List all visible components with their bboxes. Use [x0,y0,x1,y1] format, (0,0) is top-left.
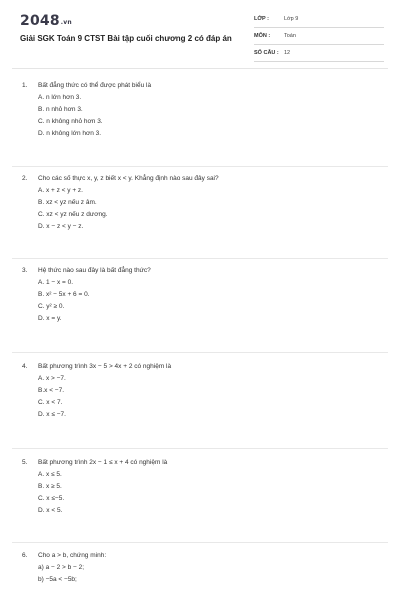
site-logo[interactable] [20,13,72,29]
question-divider [12,542,388,543]
answer-option-c[interactable]: C. x < 7. [38,399,63,406]
question-number: 5. [22,459,28,466]
question-text: Bất đẳng thức có thể được phát biểu là [38,82,152,89]
question-stem [22,267,382,279]
answer-option-a[interactable]: A. x + z < y + z. [38,187,83,194]
answer-option-c[interactable]: C. n không nhỏ hơn 3. [38,118,103,125]
question-stem [22,363,382,375]
question-stem [22,175,382,187]
meta-panel [254,12,384,63]
question-stem [22,552,382,564]
question-text: Bất phương trình 2x − 1 ≤ x + 4 có nghiệm là [38,459,168,466]
answer-option-d[interactable]: D. x − z < y − z. [38,223,84,230]
question-3 [22,267,382,327]
question-number: 1. [22,82,28,89]
question-1 [22,82,382,142]
question-2 [22,175,382,235]
answer-option-b[interactable]: B. x ≥ 5. [38,483,62,490]
question-5 [22,459,382,519]
question-text: Cho các số thực x, y, z biết x < y. Khẳng định nào sau đây sai? [38,175,219,182]
answer-option-d[interactable]: D. x ≤ −7. [38,411,66,418]
meta-row-grade [254,12,384,28]
meta-value: Lớp 9 [284,16,299,22]
logo-text: 2048 [20,13,60,29]
answer-option-c[interactable]: C. xz < yz nếu z dương. [38,211,108,218]
question-stem [22,459,382,471]
answer-option-c[interactable]: C. y² ≥ 0. [38,303,65,310]
question-text: Cho a > b, chứng minh: [38,552,107,559]
meta-label: MÔN : [254,33,271,39]
question-number: 4. [22,363,28,370]
logo-suffix: .vn [60,19,72,26]
meta-value: 12 [284,50,291,56]
answer-option-b[interactable]: B. x² − 5x + 6 = 0. [38,291,90,298]
answer-option-b[interactable]: B. n nhỏ hơn 3. [38,106,83,113]
meta-row-question-count [254,46,384,62]
answer-part-a: a) a − 2 > b − 2; [38,564,85,571]
question-number: 3. [22,267,28,274]
question-6 [22,552,382,588]
question-4 [22,363,382,423]
question-text: Hệ thức nào sau đây là bất đẳng thức? [38,267,151,274]
answer-option-a[interactable]: A. x ≤ 5. [38,471,62,478]
answer-option-d[interactable]: D. n không lớn hơn 3. [38,130,102,137]
question-stem [22,82,382,94]
question-divider [12,448,388,449]
question-divider [12,352,388,353]
question-text: Bất phương trình 3x − 5 > 4x + 2 có nghiệm là [38,363,172,370]
document-title: Giải SGK Toán 9 CTST Bài tập cuối chương 2 có đáp án [20,34,232,43]
answer-option-b[interactable]: B. xz < yz nếu z âm. [38,199,97,206]
answer-option-c[interactable]: C. x ≤−5. [38,495,65,502]
question-number: 6. [22,552,28,559]
meta-row-subject [254,29,384,45]
meta-value: Toán [284,33,296,39]
answer-option-a[interactable]: A. 1 − x = 0. [38,279,74,286]
question-number: 2. [22,175,28,182]
meta-label: SỐ CÂU : [254,50,279,56]
meta-label: LỚP : [254,16,269,22]
answer-option-a[interactable]: A. n lớn hơn 3. [38,94,82,101]
answer-option-a[interactable]: A. x > −7. [38,375,66,382]
answer-option-b[interactable]: B.x < −7. [38,387,65,394]
question-divider [12,258,388,259]
answer-option-d[interactable]: D. x = y. [38,315,62,322]
question-divider [12,166,388,167]
answer-option-d[interactable]: D. x < 5. [38,507,63,514]
document-header [0,0,400,62]
answer-part-b: b) −5a < −5b; [38,576,77,583]
header-divider [12,68,388,69]
